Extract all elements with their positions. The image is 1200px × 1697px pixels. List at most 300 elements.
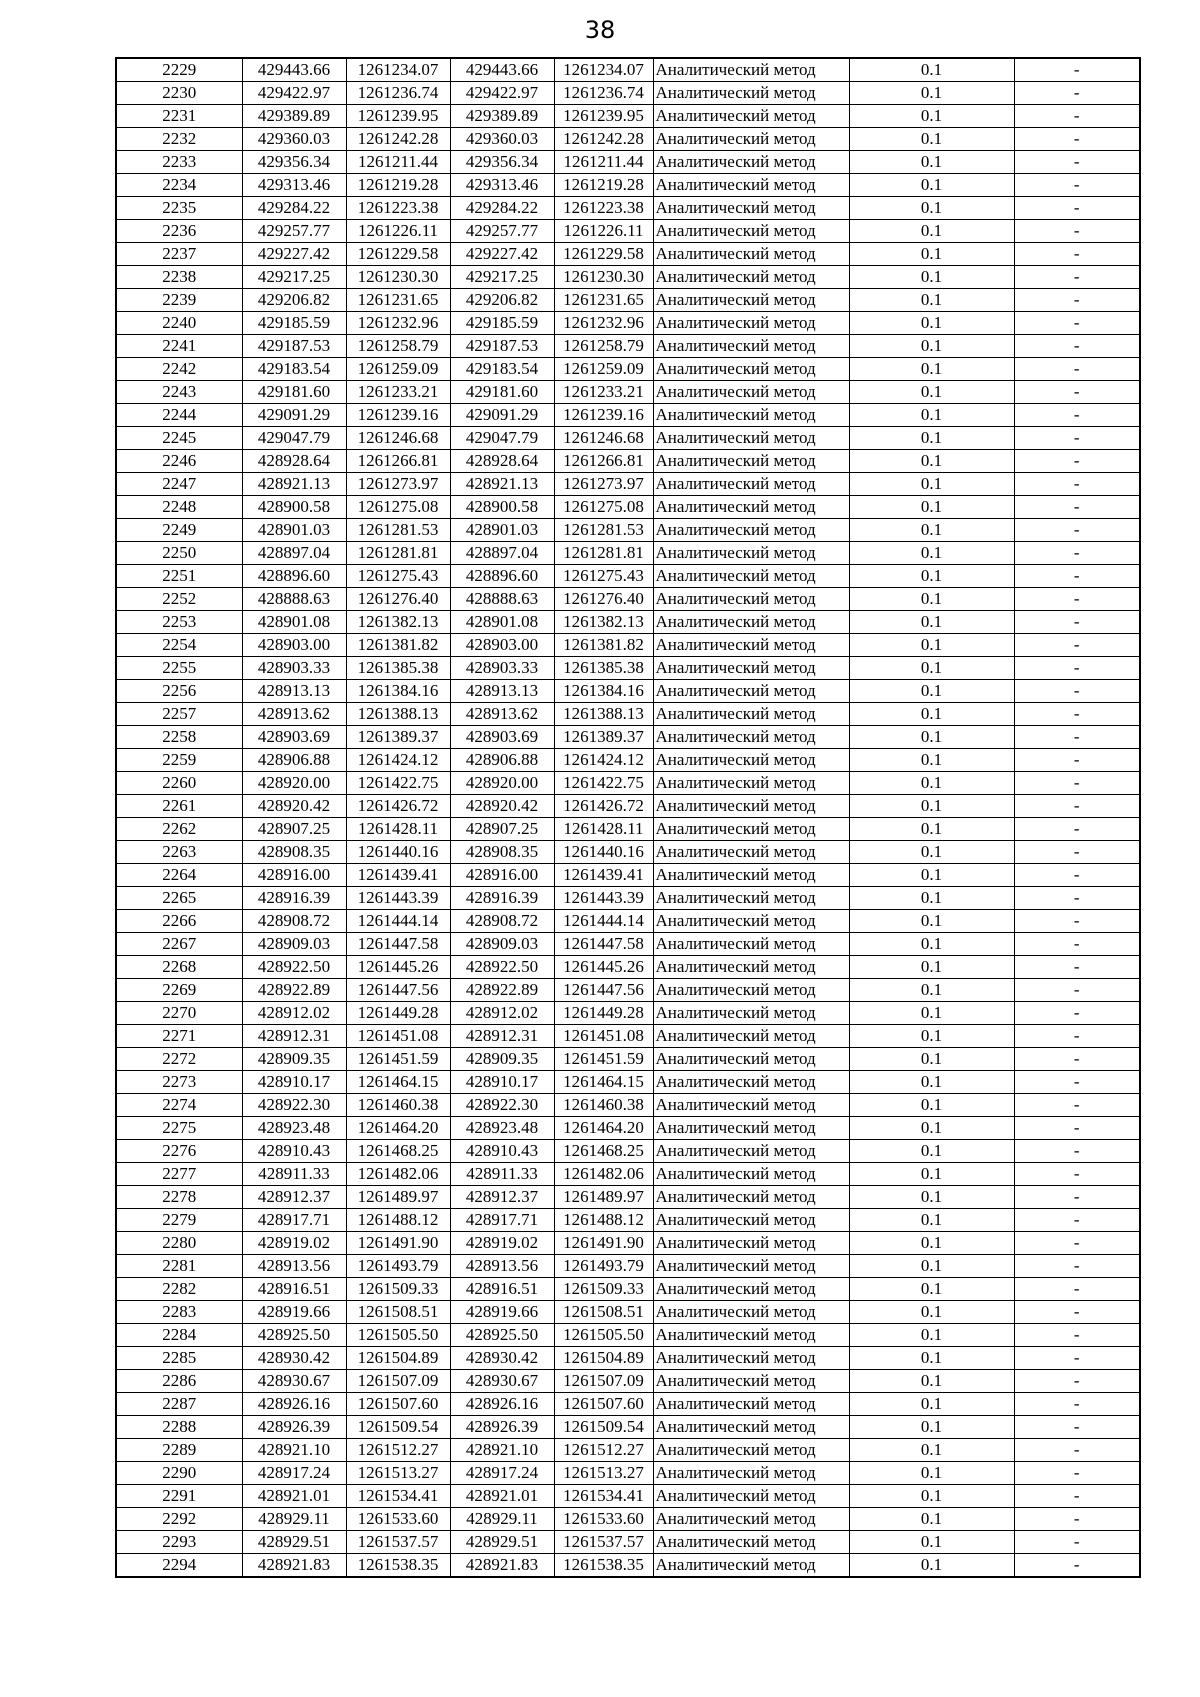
y-coordinate-cell: 1261533.60	[346, 1508, 450, 1531]
table-row	[116, 1370, 1140, 1393]
dash-cell: -	[1014, 1232, 1140, 1255]
y-coordinate-cell: 1261439.41	[554, 864, 653, 887]
x-coordinate-cell: 428926.16	[242, 1393, 346, 1416]
table-row	[116, 1071, 1140, 1094]
accuracy-cell: 0.1	[849, 772, 1014, 795]
y-coordinate-cell: 1261428.11	[346, 818, 450, 841]
x-coordinate-cell: 428910.43	[242, 1140, 346, 1163]
x-coordinate-cell: 428903.69	[450, 726, 554, 749]
y-coordinate-cell: 1261236.74	[346, 82, 450, 105]
method-cell: Аналитический метод	[653, 1209, 849, 1232]
x-coordinate-cell: 428930.42	[450, 1347, 554, 1370]
method-cell: Аналитический метод	[653, 243, 849, 266]
accuracy-cell: 0.1	[849, 1048, 1014, 1071]
accuracy-cell: 0.1	[849, 1071, 1014, 1094]
x-coordinate-cell: 429217.25	[242, 266, 346, 289]
y-coordinate-cell: 1261223.38	[554, 197, 653, 220]
method-cell: Аналитический метод	[653, 1347, 849, 1370]
accuracy-cell: 0.1	[849, 1301, 1014, 1324]
y-coordinate-cell: 1261388.13	[554, 703, 653, 726]
accuracy-cell: 0.1	[849, 496, 1014, 519]
method-cell: Аналитический метод	[653, 864, 849, 887]
accuracy-cell: 0.1	[849, 979, 1014, 1002]
accuracy-cell: 0.1	[849, 1209, 1014, 1232]
x-coordinate-cell: 429227.42	[450, 243, 554, 266]
y-coordinate-cell: 1261509.33	[554, 1278, 653, 1301]
y-coordinate-cell: 1261513.27	[346, 1462, 450, 1485]
x-coordinate-cell: 428913.13	[242, 680, 346, 703]
dash-cell: -	[1014, 979, 1140, 1002]
dash-cell: -	[1014, 634, 1140, 657]
accuracy-cell: 0.1	[849, 128, 1014, 151]
point-number-cell: 2289	[116, 1439, 242, 1462]
point-number-cell: 2254	[116, 634, 242, 657]
y-coordinate-cell: 1261211.44	[554, 151, 653, 174]
y-coordinate-cell: 1261273.97	[554, 473, 653, 496]
y-coordinate-cell: 1261281.81	[346, 542, 450, 565]
point-number-cell: 2235	[116, 197, 242, 220]
y-coordinate-cell: 1261440.16	[346, 841, 450, 864]
x-coordinate-cell: 428926.16	[450, 1393, 554, 1416]
coordinates-table	[115, 57, 1141, 1578]
method-cell: Аналитический метод	[653, 82, 849, 105]
x-coordinate-cell: 429206.82	[450, 289, 554, 312]
accuracy-cell: 0.1	[849, 1508, 1014, 1531]
accuracy-cell: 0.1	[849, 381, 1014, 404]
accuracy-cell: 0.1	[849, 1531, 1014, 1554]
table-row	[116, 1393, 1140, 1416]
dash-cell: -	[1014, 910, 1140, 933]
dash-cell: -	[1014, 1370, 1140, 1393]
x-coordinate-cell: 428901.03	[450, 519, 554, 542]
y-coordinate-cell: 1261232.96	[554, 312, 653, 335]
point-number-cell: 2257	[116, 703, 242, 726]
x-coordinate-cell: 429356.34	[450, 151, 554, 174]
y-coordinate-cell: 1261389.37	[554, 726, 653, 749]
y-coordinate-cell: 1261276.40	[554, 588, 653, 611]
accuracy-cell: 0.1	[849, 864, 1014, 887]
accuracy-cell: 0.1	[849, 956, 1014, 979]
table-row	[116, 1140, 1140, 1163]
dash-cell: -	[1014, 381, 1140, 404]
y-coordinate-cell: 1261275.08	[346, 496, 450, 519]
accuracy-cell: 0.1	[849, 1278, 1014, 1301]
x-coordinate-cell: 428903.00	[242, 634, 346, 657]
table-row	[116, 1209, 1140, 1232]
y-coordinate-cell: 1261242.28	[554, 128, 653, 151]
y-coordinate-cell: 1261239.95	[346, 105, 450, 128]
y-coordinate-cell: 1261444.14	[346, 910, 450, 933]
y-coordinate-cell: 1261234.07	[346, 58, 450, 82]
dash-cell: -	[1014, 174, 1140, 197]
table-row	[116, 105, 1140, 128]
accuracy-cell: 0.1	[849, 266, 1014, 289]
dash-cell: -	[1014, 933, 1140, 956]
x-coordinate-cell: 428923.48	[450, 1117, 554, 1140]
x-coordinate-cell: 428910.17	[242, 1071, 346, 1094]
y-coordinate-cell: 1261381.82	[346, 634, 450, 657]
x-coordinate-cell: 429360.03	[242, 128, 346, 151]
y-coordinate-cell: 1261505.50	[346, 1324, 450, 1347]
table-row	[116, 864, 1140, 887]
dash-cell: -	[1014, 1025, 1140, 1048]
point-number-cell: 2285	[116, 1347, 242, 1370]
accuracy-cell: 0.1	[849, 565, 1014, 588]
point-number-cell: 2287	[116, 1393, 242, 1416]
table-row	[116, 1048, 1140, 1071]
dash-cell: -	[1014, 82, 1140, 105]
x-coordinate-cell: 428913.56	[242, 1255, 346, 1278]
x-coordinate-cell: 428920.42	[450, 795, 554, 818]
y-coordinate-cell: 1261509.54	[346, 1416, 450, 1439]
point-number-cell: 2272	[116, 1048, 242, 1071]
method-cell: Аналитический метод	[653, 1439, 849, 1462]
y-coordinate-cell: 1261273.97	[346, 473, 450, 496]
method-cell: Аналитический метод	[653, 151, 849, 174]
method-cell: Аналитический метод	[653, 565, 849, 588]
method-cell: Аналитический метод	[653, 1071, 849, 1094]
accuracy-cell: 0.1	[849, 588, 1014, 611]
y-coordinate-cell: 1261488.12	[554, 1209, 653, 1232]
table-row	[116, 634, 1140, 657]
x-coordinate-cell: 428909.35	[450, 1048, 554, 1071]
table-row	[116, 312, 1140, 335]
point-number-cell: 2271	[116, 1025, 242, 1048]
point-number-cell: 2230	[116, 82, 242, 105]
y-coordinate-cell: 1261443.39	[554, 887, 653, 910]
table-row	[116, 1554, 1140, 1578]
x-coordinate-cell: 428912.31	[450, 1025, 554, 1048]
table-row	[116, 933, 1140, 956]
method-cell: Аналитический метод	[653, 450, 849, 473]
method-cell: Аналитический метод	[653, 818, 849, 841]
y-coordinate-cell: 1261232.96	[346, 312, 450, 335]
accuracy-cell: 0.1	[849, 749, 1014, 772]
x-coordinate-cell: 429185.59	[450, 312, 554, 335]
method-cell: Аналитический метод	[653, 1462, 849, 1485]
y-coordinate-cell: 1261422.75	[554, 772, 653, 795]
x-coordinate-cell: 428909.03	[450, 933, 554, 956]
x-coordinate-cell: 429284.22	[242, 197, 346, 220]
point-number-cell: 2233	[116, 151, 242, 174]
x-coordinate-cell: 428920.42	[242, 795, 346, 818]
method-cell: Аналитический метод	[653, 1186, 849, 1209]
method-cell: Аналитический метод	[653, 358, 849, 381]
method-cell: Аналитический метод	[653, 1094, 849, 1117]
y-coordinate-cell: 1261508.51	[554, 1301, 653, 1324]
accuracy-cell: 0.1	[849, 542, 1014, 565]
x-coordinate-cell: 428920.00	[450, 772, 554, 795]
method-cell: Аналитический метод	[653, 657, 849, 680]
y-coordinate-cell: 1261258.79	[554, 335, 653, 358]
dash-cell: -	[1014, 473, 1140, 496]
accuracy-cell: 0.1	[849, 82, 1014, 105]
table-row	[116, 1186, 1140, 1209]
x-coordinate-cell: 428897.04	[450, 542, 554, 565]
x-coordinate-cell: 428916.00	[450, 864, 554, 887]
y-coordinate-cell: 1261233.21	[346, 381, 450, 404]
point-number-cell: 2273	[116, 1071, 242, 1094]
x-coordinate-cell: 428897.04	[242, 542, 346, 565]
x-coordinate-cell: 428888.63	[450, 588, 554, 611]
y-coordinate-cell: 1261460.38	[346, 1094, 450, 1117]
dash-cell: -	[1014, 588, 1140, 611]
y-coordinate-cell: 1261384.16	[346, 680, 450, 703]
method-cell: Аналитический метод	[653, 128, 849, 151]
method-cell: Аналитический метод	[653, 1140, 849, 1163]
x-coordinate-cell: 428906.88	[242, 749, 346, 772]
y-coordinate-cell: 1261447.58	[346, 933, 450, 956]
table-row	[116, 381, 1140, 404]
point-number-cell: 2280	[116, 1232, 242, 1255]
y-coordinate-cell: 1261229.58	[554, 243, 653, 266]
point-number-cell: 2266	[116, 910, 242, 933]
x-coordinate-cell: 428930.42	[242, 1347, 346, 1370]
x-coordinate-cell: 429443.66	[450, 58, 554, 82]
y-coordinate-cell: 1261482.06	[554, 1163, 653, 1186]
table-row	[116, 1002, 1140, 1025]
dash-cell: -	[1014, 1393, 1140, 1416]
table-row	[116, 1301, 1140, 1324]
dash-cell: -	[1014, 1347, 1140, 1370]
y-coordinate-cell: 1261505.50	[554, 1324, 653, 1347]
accuracy-cell: 0.1	[849, 174, 1014, 197]
method-cell: Аналитический метод	[653, 1002, 849, 1025]
y-coordinate-cell: 1261236.74	[554, 82, 653, 105]
y-coordinate-cell: 1261231.65	[554, 289, 653, 312]
method-cell: Аналитический метод	[653, 1531, 849, 1554]
y-coordinate-cell: 1261246.68	[346, 427, 450, 450]
accuracy-cell: 0.1	[849, 657, 1014, 680]
point-number-cell: 2270	[116, 1002, 242, 1025]
dash-cell: -	[1014, 818, 1140, 841]
x-coordinate-cell: 428903.33	[450, 657, 554, 680]
y-coordinate-cell: 1261534.41	[346, 1485, 450, 1508]
method-cell: Аналитический метод	[653, 1025, 849, 1048]
method-cell: Аналитический метод	[653, 1370, 849, 1393]
x-coordinate-cell: 428912.02	[450, 1002, 554, 1025]
point-number-cell: 2237	[116, 243, 242, 266]
dash-cell: -	[1014, 680, 1140, 703]
dash-cell: -	[1014, 220, 1140, 243]
x-coordinate-cell: 429091.29	[450, 404, 554, 427]
accuracy-cell: 0.1	[849, 105, 1014, 128]
dash-cell: -	[1014, 1255, 1140, 1278]
y-coordinate-cell: 1261468.25	[554, 1140, 653, 1163]
point-number-cell: 2248	[116, 496, 242, 519]
method-cell: Аналитический метод	[653, 105, 849, 128]
y-coordinate-cell: 1261384.16	[554, 680, 653, 703]
x-coordinate-cell: 428922.89	[450, 979, 554, 1002]
x-coordinate-cell: 428909.03	[242, 933, 346, 956]
method-cell: Аналитический метод	[653, 289, 849, 312]
x-coordinate-cell: 429360.03	[450, 128, 554, 151]
x-coordinate-cell: 428903.00	[450, 634, 554, 657]
dash-cell: -	[1014, 1508, 1140, 1531]
point-number-cell: 2236	[116, 220, 242, 243]
method-cell: Аналитический метод	[653, 956, 849, 979]
y-coordinate-cell: 1261491.90	[346, 1232, 450, 1255]
dash-cell: -	[1014, 1071, 1140, 1094]
x-coordinate-cell: 428896.60	[450, 565, 554, 588]
x-coordinate-cell: 429047.79	[242, 427, 346, 450]
dash-cell: -	[1014, 1554, 1140, 1578]
table-row	[116, 680, 1140, 703]
point-number-cell: 2283	[116, 1301, 242, 1324]
point-number-cell: 2239	[116, 289, 242, 312]
table-row	[116, 588, 1140, 611]
x-coordinate-cell: 428901.03	[242, 519, 346, 542]
x-coordinate-cell: 428900.58	[242, 496, 346, 519]
dash-cell: -	[1014, 749, 1140, 772]
y-coordinate-cell: 1261389.37	[346, 726, 450, 749]
accuracy-cell: 0.1	[849, 1554, 1014, 1578]
table-row	[116, 1025, 1140, 1048]
x-coordinate-cell: 428922.89	[242, 979, 346, 1002]
x-coordinate-cell: 428921.01	[242, 1485, 346, 1508]
accuracy-cell: 0.1	[849, 58, 1014, 82]
x-coordinate-cell: 428919.66	[242, 1301, 346, 1324]
accuracy-cell: 0.1	[849, 1117, 1014, 1140]
x-coordinate-cell: 428916.39	[450, 887, 554, 910]
y-coordinate-cell: 1261447.56	[554, 979, 653, 1002]
dash-cell: -	[1014, 1531, 1140, 1554]
x-coordinate-cell: 428926.39	[450, 1416, 554, 1439]
point-number-cell: 2268	[116, 956, 242, 979]
method-cell: Аналитический метод	[653, 726, 849, 749]
dash-cell: -	[1014, 427, 1140, 450]
table-row	[116, 1163, 1140, 1186]
method-cell: Аналитический метод	[653, 1485, 849, 1508]
y-coordinate-cell: 1261451.59	[346, 1048, 450, 1071]
x-coordinate-cell: 428910.17	[450, 1071, 554, 1094]
y-coordinate-cell: 1261493.79	[346, 1255, 450, 1278]
table-row	[116, 887, 1140, 910]
dash-cell: -	[1014, 1094, 1140, 1117]
point-number-cell: 2262	[116, 818, 242, 841]
y-coordinate-cell: 1261239.16	[346, 404, 450, 427]
x-coordinate-cell: 428929.51	[450, 1531, 554, 1554]
x-coordinate-cell: 429356.34	[242, 151, 346, 174]
method-cell: Аналитический метод	[653, 404, 849, 427]
accuracy-cell: 0.1	[849, 634, 1014, 657]
y-coordinate-cell: 1261385.38	[554, 657, 653, 680]
x-coordinate-cell: 428922.30	[450, 1094, 554, 1117]
table-row	[116, 128, 1140, 151]
dash-cell: -	[1014, 1485, 1140, 1508]
table-row	[116, 1462, 1140, 1485]
x-coordinate-cell: 428925.50	[450, 1324, 554, 1347]
x-coordinate-cell: 428901.08	[242, 611, 346, 634]
table-row	[116, 1416, 1140, 1439]
table-row	[116, 818, 1140, 841]
y-coordinate-cell: 1261508.51	[346, 1301, 450, 1324]
x-coordinate-cell: 428922.50	[450, 956, 554, 979]
table-row	[116, 58, 1140, 82]
dash-cell: -	[1014, 243, 1140, 266]
dash-cell: -	[1014, 1048, 1140, 1071]
accuracy-cell: 0.1	[849, 841, 1014, 864]
y-coordinate-cell: 1261512.27	[346, 1439, 450, 1462]
x-coordinate-cell: 428921.83	[450, 1554, 554, 1578]
method-cell: Аналитический метод	[653, 611, 849, 634]
dash-cell: -	[1014, 289, 1140, 312]
method-cell: Аналитический метод	[653, 335, 849, 358]
y-coordinate-cell: 1261266.81	[554, 450, 653, 473]
accuracy-cell: 0.1	[849, 1163, 1014, 1186]
y-coordinate-cell: 1261219.28	[554, 174, 653, 197]
accuracy-cell: 0.1	[849, 519, 1014, 542]
method-cell: Аналитический метод	[653, 1554, 849, 1578]
table-row	[116, 174, 1140, 197]
y-coordinate-cell: 1261444.14	[554, 910, 653, 933]
x-coordinate-cell: 428928.64	[450, 450, 554, 473]
method-cell: Аналитический метод	[653, 496, 849, 519]
y-coordinate-cell: 1261234.07	[554, 58, 653, 82]
x-coordinate-cell: 428917.71	[450, 1209, 554, 1232]
dash-cell: -	[1014, 151, 1140, 174]
y-coordinate-cell: 1261443.39	[346, 887, 450, 910]
y-coordinate-cell: 1261538.35	[554, 1554, 653, 1578]
method-cell: Аналитический метод	[653, 772, 849, 795]
x-coordinate-cell: 429422.97	[242, 82, 346, 105]
x-coordinate-cell: 429187.53	[242, 335, 346, 358]
y-coordinate-cell: 1261464.15	[346, 1071, 450, 1094]
point-number-cell: 2281	[116, 1255, 242, 1278]
table-row	[116, 358, 1140, 381]
table-row	[116, 956, 1140, 979]
y-coordinate-cell: 1261231.65	[346, 289, 450, 312]
dash-cell: -	[1014, 496, 1140, 519]
table-row	[116, 703, 1140, 726]
table-row	[116, 1508, 1140, 1531]
method-cell: Аналитический метод	[653, 1508, 849, 1531]
x-coordinate-cell: 428917.24	[450, 1462, 554, 1485]
dash-cell: -	[1014, 1209, 1140, 1232]
table-row	[116, 197, 1140, 220]
table-row	[116, 979, 1140, 1002]
y-coordinate-cell: 1261211.44	[346, 151, 450, 174]
method-cell: Аналитический метод	[653, 197, 849, 220]
table-row	[116, 243, 1140, 266]
x-coordinate-cell: 428917.24	[242, 1462, 346, 1485]
table-row	[116, 1347, 1140, 1370]
method-cell: Аналитический метод	[653, 1255, 849, 1278]
dash-cell: -	[1014, 864, 1140, 887]
accuracy-cell: 0.1	[849, 473, 1014, 496]
point-number-cell: 2282	[116, 1278, 242, 1301]
x-coordinate-cell: 428921.10	[242, 1439, 346, 1462]
method-cell: Аналитический метод	[653, 220, 849, 243]
y-coordinate-cell: 1261259.09	[346, 358, 450, 381]
x-coordinate-cell: 428911.33	[450, 1163, 554, 1186]
dash-cell: -	[1014, 58, 1140, 82]
accuracy-cell: 0.1	[849, 818, 1014, 841]
y-coordinate-cell: 1261281.53	[554, 519, 653, 542]
x-coordinate-cell: 428888.63	[242, 588, 346, 611]
accuracy-cell: 0.1	[849, 358, 1014, 381]
x-coordinate-cell: 428928.64	[242, 450, 346, 473]
x-coordinate-cell: 428922.50	[242, 956, 346, 979]
y-coordinate-cell: 1261488.12	[346, 1209, 450, 1232]
x-coordinate-cell: 429422.97	[450, 82, 554, 105]
method-cell: Аналитический метод	[653, 1163, 849, 1186]
x-coordinate-cell: 429443.66	[242, 58, 346, 82]
table-row	[116, 404, 1140, 427]
y-coordinate-cell: 1261258.79	[346, 335, 450, 358]
y-coordinate-cell: 1261507.09	[554, 1370, 653, 1393]
x-coordinate-cell: 428916.51	[242, 1278, 346, 1301]
